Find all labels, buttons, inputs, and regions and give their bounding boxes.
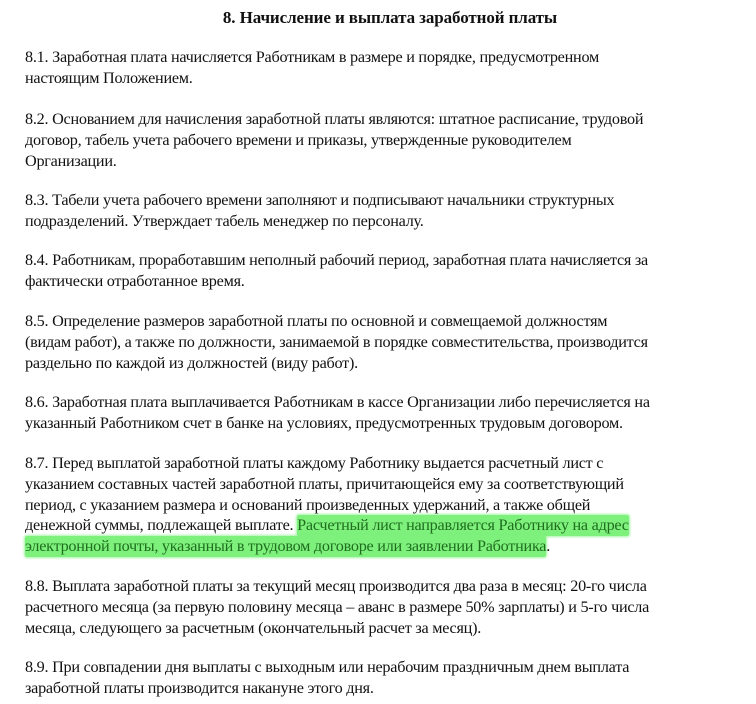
plain-text: . — [546, 537, 551, 556]
paragraph-line: договор, табель учета рабочего времени и приказы, утвержденные руководителем — [25, 130, 572, 149]
paragraph-line: 8.2. Основанием для начисления заработной платы являются: штатное расписание, трудовой — [25, 110, 644, 128]
paragraph-line: указанный Работником счет в банке на условиях, предусмотренных трудовым договором. — [25, 413, 623, 432]
paragraph-line: фактически отработанное время. — [25, 271, 245, 290]
paragraph-line: заработной платы производится накануне этого дня. — [25, 678, 374, 697]
paragraph-8-2 — [25, 109, 745, 171]
paragraph-8-9 — [25, 657, 745, 699]
paragraph-8-6 — [25, 392, 745, 434]
paragraph-line: указанием составных частей заработной платы, причитающейся ему за соответствующий — [25, 474, 624, 493]
paragraph-line: настоящим Положением. — [25, 68, 193, 87]
paragraph-line: 8.4. Работникам, проработавшим неполный рабочий период, заработная плата начисляется за — [25, 251, 648, 269]
paragraph-line: 8.3. Табели учета рабочего времени заполняют и подписывают начальники структурных — [25, 191, 615, 209]
paragraph-line — [25, 515, 745, 536]
paragraph-8-5 — [25, 311, 745, 373]
paragraph-8-7 — [25, 453, 745, 557]
highlighted-text: электронной почты, указанный в трудовом договоре или заявлении Работника — [25, 537, 547, 556]
paragraph-line: 8.5. Определение размеров заработной платы по основной и совмещаемой должностям — [25, 312, 608, 330]
paragraph-line: 8.6. Заработная плата выплачивается Работникам в кассе Организации либо перечисляется на — [25, 393, 650, 411]
paragraph-line: 8.7. Перед выплатой заработной платы каждому Работнику выдается расчетный лист с — [25, 454, 604, 472]
paragraph-line: 8.1. Заработная плата начисляется Работникам в размере и порядке, предусмотренном — [25, 48, 599, 66]
highlighted-text: Расчетный лист направляется Работнику на адрес — [297, 516, 629, 535]
paragraph-8-3 — [25, 190, 745, 232]
paragraph-line: (видам работ), а также по должности, занимаемой в порядке совместительства, производится — [25, 332, 648, 351]
paragraph-line: 8.8. Выплата заработной платы за текущий месяц производится два раза в месяц: 20-го числа — [25, 577, 647, 595]
paragraph-line: расчетного месяца (за первую половину месяца – аванс в размере 50% зарплаты) и 5-го числа — [25, 597, 650, 616]
paragraph-line: период, с указанием размера и оснований произведенных удержаний, а также общей — [25, 495, 591, 514]
paragraph-8-8 — [25, 576, 745, 638]
paragraph-line: раздельно по каждой из должностей (виду работ). — [25, 353, 358, 372]
paragraph-line — [25, 536, 745, 557]
plain-text: денежной суммы, подлежащей выплате. — [25, 516, 298, 535]
section-title: 8. Начисление и выплата заработной платы — [222, 8, 558, 27]
paragraph-line: Организации. — [25, 151, 117, 170]
paragraph-line: 8.9. При совпадении дня выплаты с выходным или нерабочим праздничным днем выплата — [25, 658, 630, 676]
paragraph-8-4 — [25, 250, 745, 292]
paragraph-line: подразделений. Утверждает табель менеджер по персоналу. — [25, 211, 424, 230]
paragraph-line: месяца, следующего за расчетным (окончательный расчет за месяц). — [25, 618, 482, 637]
paragraph-8-1 — [25, 47, 745, 89]
